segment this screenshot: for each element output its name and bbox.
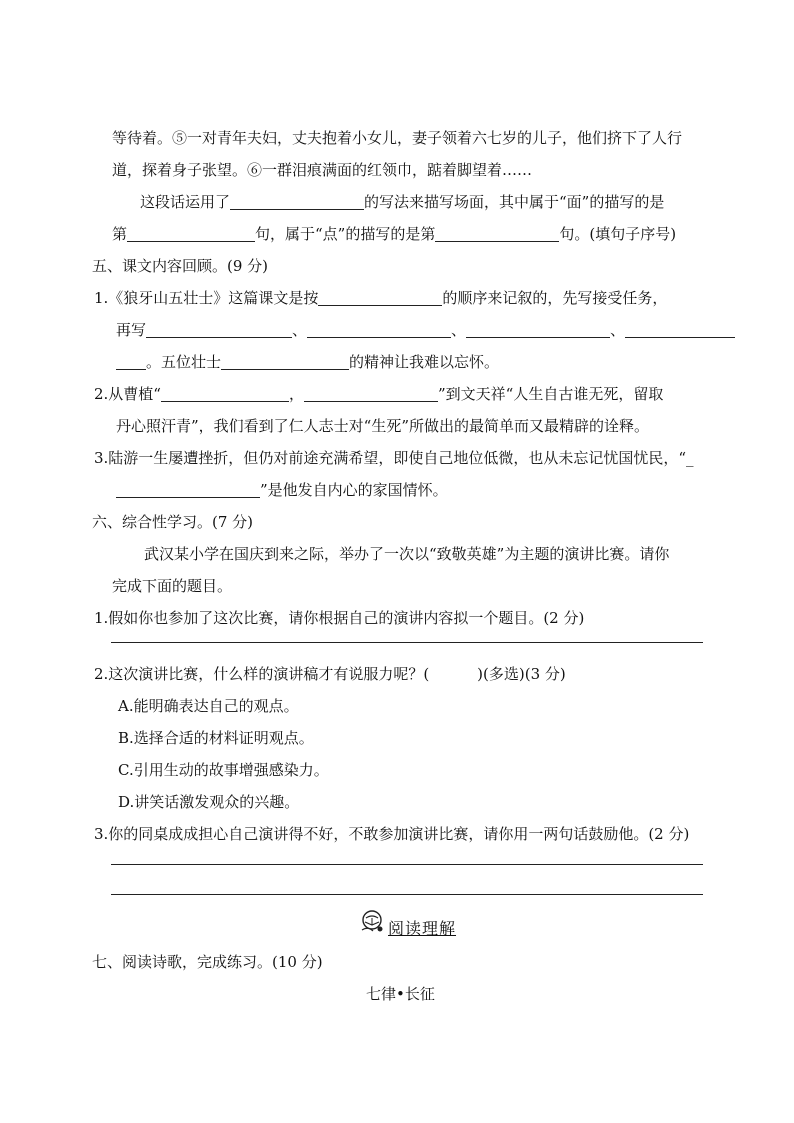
- text: 2.这次演讲比赛，什么样的演讲稿才有说服力呢？(: [94, 665, 430, 683]
- text: 2.从曹植“: [94, 385, 161, 403]
- reading-section-badge: [360, 908, 456, 938]
- section-6-heading: 六、综合性学习。(7 分): [92, 513, 254, 531]
- s5-q3-line-1: 3.陆游一生屡遭挫折，但仍对前途充满希望，即使自己地位低微，也从未忘记忧国忧民，“_: [94, 449, 694, 467]
- option-b: B.选择合适的材料证明观点。: [118, 729, 314, 747]
- s6-q1: 1.假如你也参加了这次比赛，请你根据自己的演讲内容拟一个题目。(2 分): [94, 609, 585, 627]
- section-7-heading: 七、阅读诗歌，完成练习。(10 分): [92, 953, 323, 971]
- blank-event-3[interactable]: [466, 321, 610, 338]
- text: 的精神让我难以忘怀。: [349, 353, 500, 371]
- para-question-line-2: [112, 224, 676, 244]
- poem-title: 七律•长征: [366, 985, 435, 1003]
- s5-q1-line-2: [116, 320, 735, 340]
- text: ”到文天祥“人生自古谁无死，留取: [438, 385, 664, 403]
- s6-intro-line-2: 完成下面的题目。: [112, 577, 233, 595]
- blank-poem-line-2[interactable]: [304, 385, 438, 402]
- reading-icon: [360, 908, 386, 934]
- text: 的写法来描写场面，其中属于“面”的描写的是: [364, 193, 665, 211]
- text: 第: [112, 225, 128, 243]
- s6-q3: 3.你的同桌成成担心自己演讲得不好，不敢参加演讲比赛，请你用一两句话鼓励他。(2 分): [94, 825, 690, 843]
- para-line-2: 道，探着身子张望。⑥一群泪痕满面的红领巾，踮着脚望着……: [112, 161, 533, 179]
- answer-line-title[interactable]: [111, 642, 703, 643]
- option-c: C.引用生动的故事增强感染力。: [118, 761, 329, 779]
- section-5-heading: 五、课文内容回顾。(9 分): [92, 257, 269, 275]
- blank-lu-you-poem[interactable]: [116, 481, 260, 498]
- text: ，: [288, 385, 304, 403]
- blank-poem-line-1[interactable]: [161, 385, 289, 402]
- blank-writing-method[interactable]: [230, 193, 364, 210]
- s5-q2-line-2: 丹心照汗青”，我们看到了仁人志士对“生死”所做出的最简单而又最精辟的诠释。: [116, 417, 650, 435]
- text: 。五位壮士: [146, 353, 222, 371]
- text: 、: [292, 321, 308, 339]
- answer-line-encourage-1[interactable]: [111, 864, 703, 865]
- text: )(多选)(3 分): [477, 665, 566, 683]
- text: 、: [610, 321, 626, 339]
- s5-q3-line-2: [116, 480, 448, 500]
- blank-face-sentences[interactable]: [127, 225, 255, 242]
- s5-q1-line-1: [94, 288, 667, 308]
- text: 的顺序来记叙的，先写接受任务，: [442, 289, 668, 307]
- text: 句。(填句子序号): [559, 225, 677, 243]
- blank-order[interactable]: [318, 289, 442, 306]
- option-d: D.讲笑话激发观众的兴趣。: [118, 793, 300, 811]
- reading-section-label: 阅读理解: [388, 919, 457, 938]
- blank-event-2[interactable]: [307, 321, 451, 338]
- s5-q2-line-1: [94, 384, 663, 404]
- text: 这段话运用了: [140, 193, 231, 211]
- para-line-1: 等待着。⑤一对青年夫妇，丈夫抱着小女儿，妻子领着六七岁的儿子，他们挤下了人行: [112, 129, 683, 147]
- blank-event-4[interactable]: [625, 321, 735, 338]
- text: ”是他发自内心的家国情怀。: [260, 481, 448, 499]
- text: 句，属于“点”的描写的是第: [255, 225, 436, 243]
- s6-intro-line-1: 武汉某小学在国庆到来之际，举办了一次以“致敬英雄”为主题的演讲比赛。请你: [144, 545, 670, 563]
- text: 再写: [116, 321, 147, 339]
- option-a: A.能明确表达自己的观点。: [118, 697, 299, 715]
- blank-event-4-cont[interactable]: [116, 353, 146, 370]
- s5-q1-line-3: [116, 352, 499, 372]
- blank-point-sentences[interactable]: [435, 225, 559, 242]
- blank-spirit[interactable]: [221, 353, 349, 370]
- answer-line-encourage-2[interactable]: [111, 894, 703, 895]
- text: 、: [451, 321, 467, 339]
- para-question-line-1: [140, 192, 664, 212]
- blank-event-1[interactable]: [146, 321, 292, 338]
- text: 1.《狼牙山五壮士》这篇课文是按: [94, 289, 319, 307]
- s6-q2: [94, 664, 566, 684]
